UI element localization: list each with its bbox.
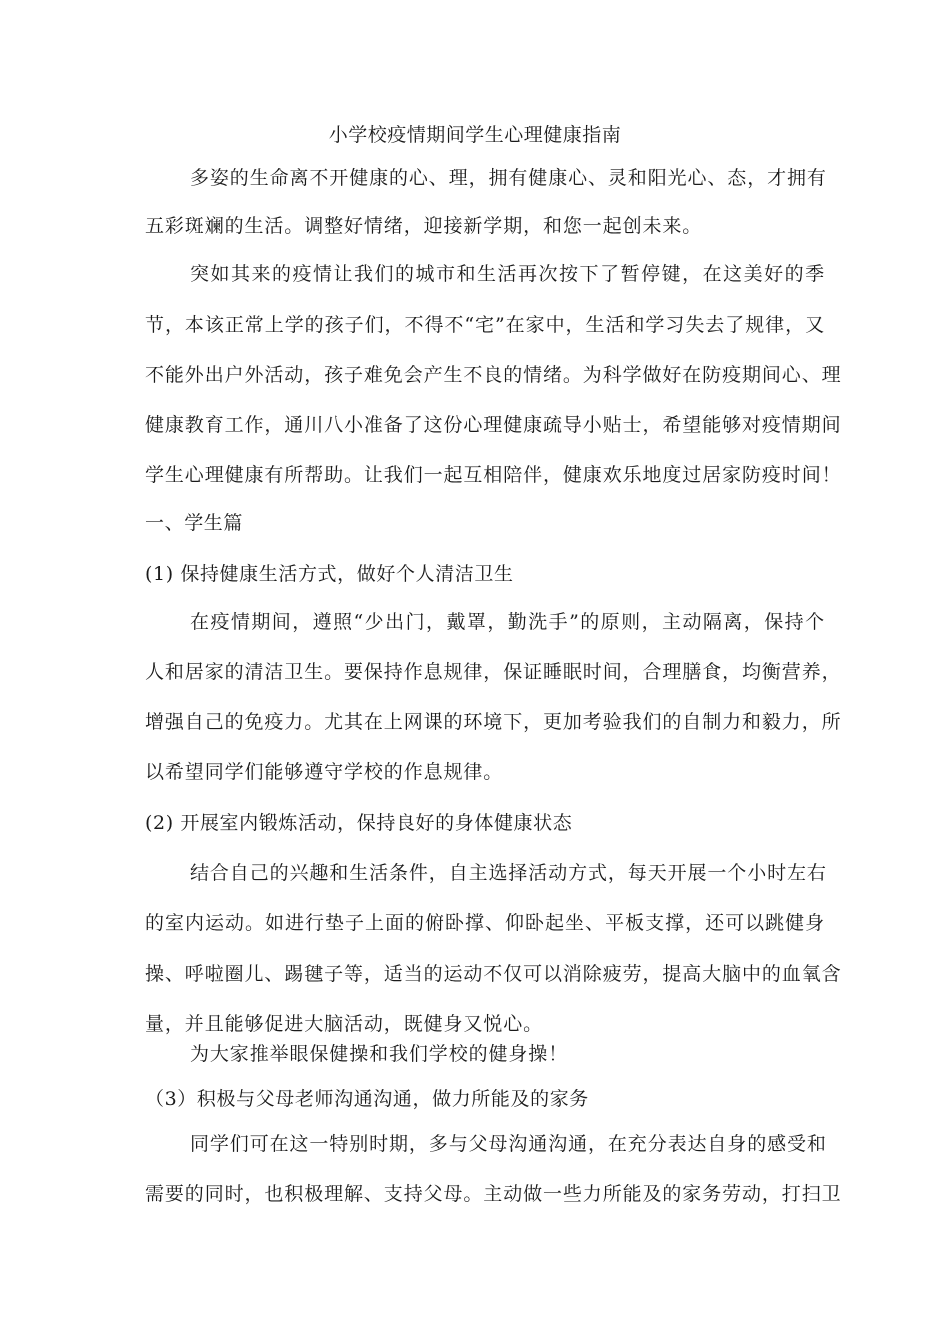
subsection-heading: （3）积极与父母老师沟通沟通，做力所能及的家务 bbox=[145, 1088, 589, 1110]
section-heading: 一、学生篇 bbox=[145, 512, 244, 534]
paragraph-line: 增强自己的免疫力。尤其在上网课的环境下，更加考验我们的自制力和毅力，所 bbox=[145, 711, 842, 733]
paragraph-line: 结合自己的兴趣和生活条件，自主选择活动方式，每天开展一个小时左右 bbox=[190, 862, 827, 884]
paragraph-line: 量，并且能够促进大脑活动，既健身又悦心。 bbox=[145, 1013, 544, 1035]
paragraph-line: 需要的同时，也积极理解、支持父母。主动做一些力所能及的家务劳动，打扫卫 bbox=[145, 1183, 842, 1205]
paragraph-line: 的室内运动。如进行垫子上面的俯卧撑、仰卧起坐、平板支撑，还可以跳健身 bbox=[145, 912, 825, 934]
page-title: 小学校疫情期间学生心理健康指南 bbox=[328, 124, 622, 146]
subsection-heading: (2) 开展室内锻炼活动，保持良好的身体健康状态 bbox=[145, 812, 573, 834]
paragraph-line: 不能外出户外活动，孩子难免会产生不良的情绪。为科学做好在防疫期间心、理 bbox=[145, 364, 842, 386]
paragraph-line: 健康教育工作，通川八小准备了这份心理健康疏导小贴士，希望能够对疫情期间 bbox=[145, 414, 842, 436]
paragraph-line: 学生心理健康有所帮助。让我们一起互相陪伴，健康欢乐地度过居家防疫时间！ bbox=[145, 464, 842, 486]
paragraph-line: 同学们可在这一特别时期，多与父母沟通沟通，在充分表达自身的感受和 bbox=[190, 1133, 827, 1155]
paragraph-line: 多姿的生命离不开健康的心、理，拥有健康心、灵和阳光心、态，才拥有 bbox=[190, 167, 827, 189]
paragraph-line: 为大家推举眼保健操和我们学校的健身操！ bbox=[190, 1043, 569, 1065]
paragraph-line: 以希望同学们能够遵守学校的作息规律。 bbox=[145, 761, 504, 783]
paragraph-line: 五彩斑斓的生活。调整好情绪，迎接新学期，和您一起创未来。 bbox=[145, 215, 703, 237]
paragraph-line: 人和居家的清洁卫生。要保持作息规律，保证睡眠时间，合理膳食，均衡营养， bbox=[145, 661, 842, 683]
paragraph-line: 操、呼啦圈儿、踢毽子等，适当的运动不仅可以消除疲劳，提高大脑中的血氧含 bbox=[145, 963, 842, 985]
paragraph-line: 突如其来的疫情让我们的城市和生活再次按下了暂停键，在这美好的季 bbox=[190, 263, 825, 285]
paragraph-line: 在疫情期间，遵照“少出门，戴罩，勤洗手”的原则，主动隔离，保持个 bbox=[190, 611, 825, 633]
paragraph-line: 节，本该正常上学的孩子们，不得不“宅”在家中，生活和学习失去了规律，又 bbox=[145, 314, 825, 336]
subsection-heading: (1) 保持健康生活方式，做好个人清洁卫生 bbox=[145, 563, 514, 585]
